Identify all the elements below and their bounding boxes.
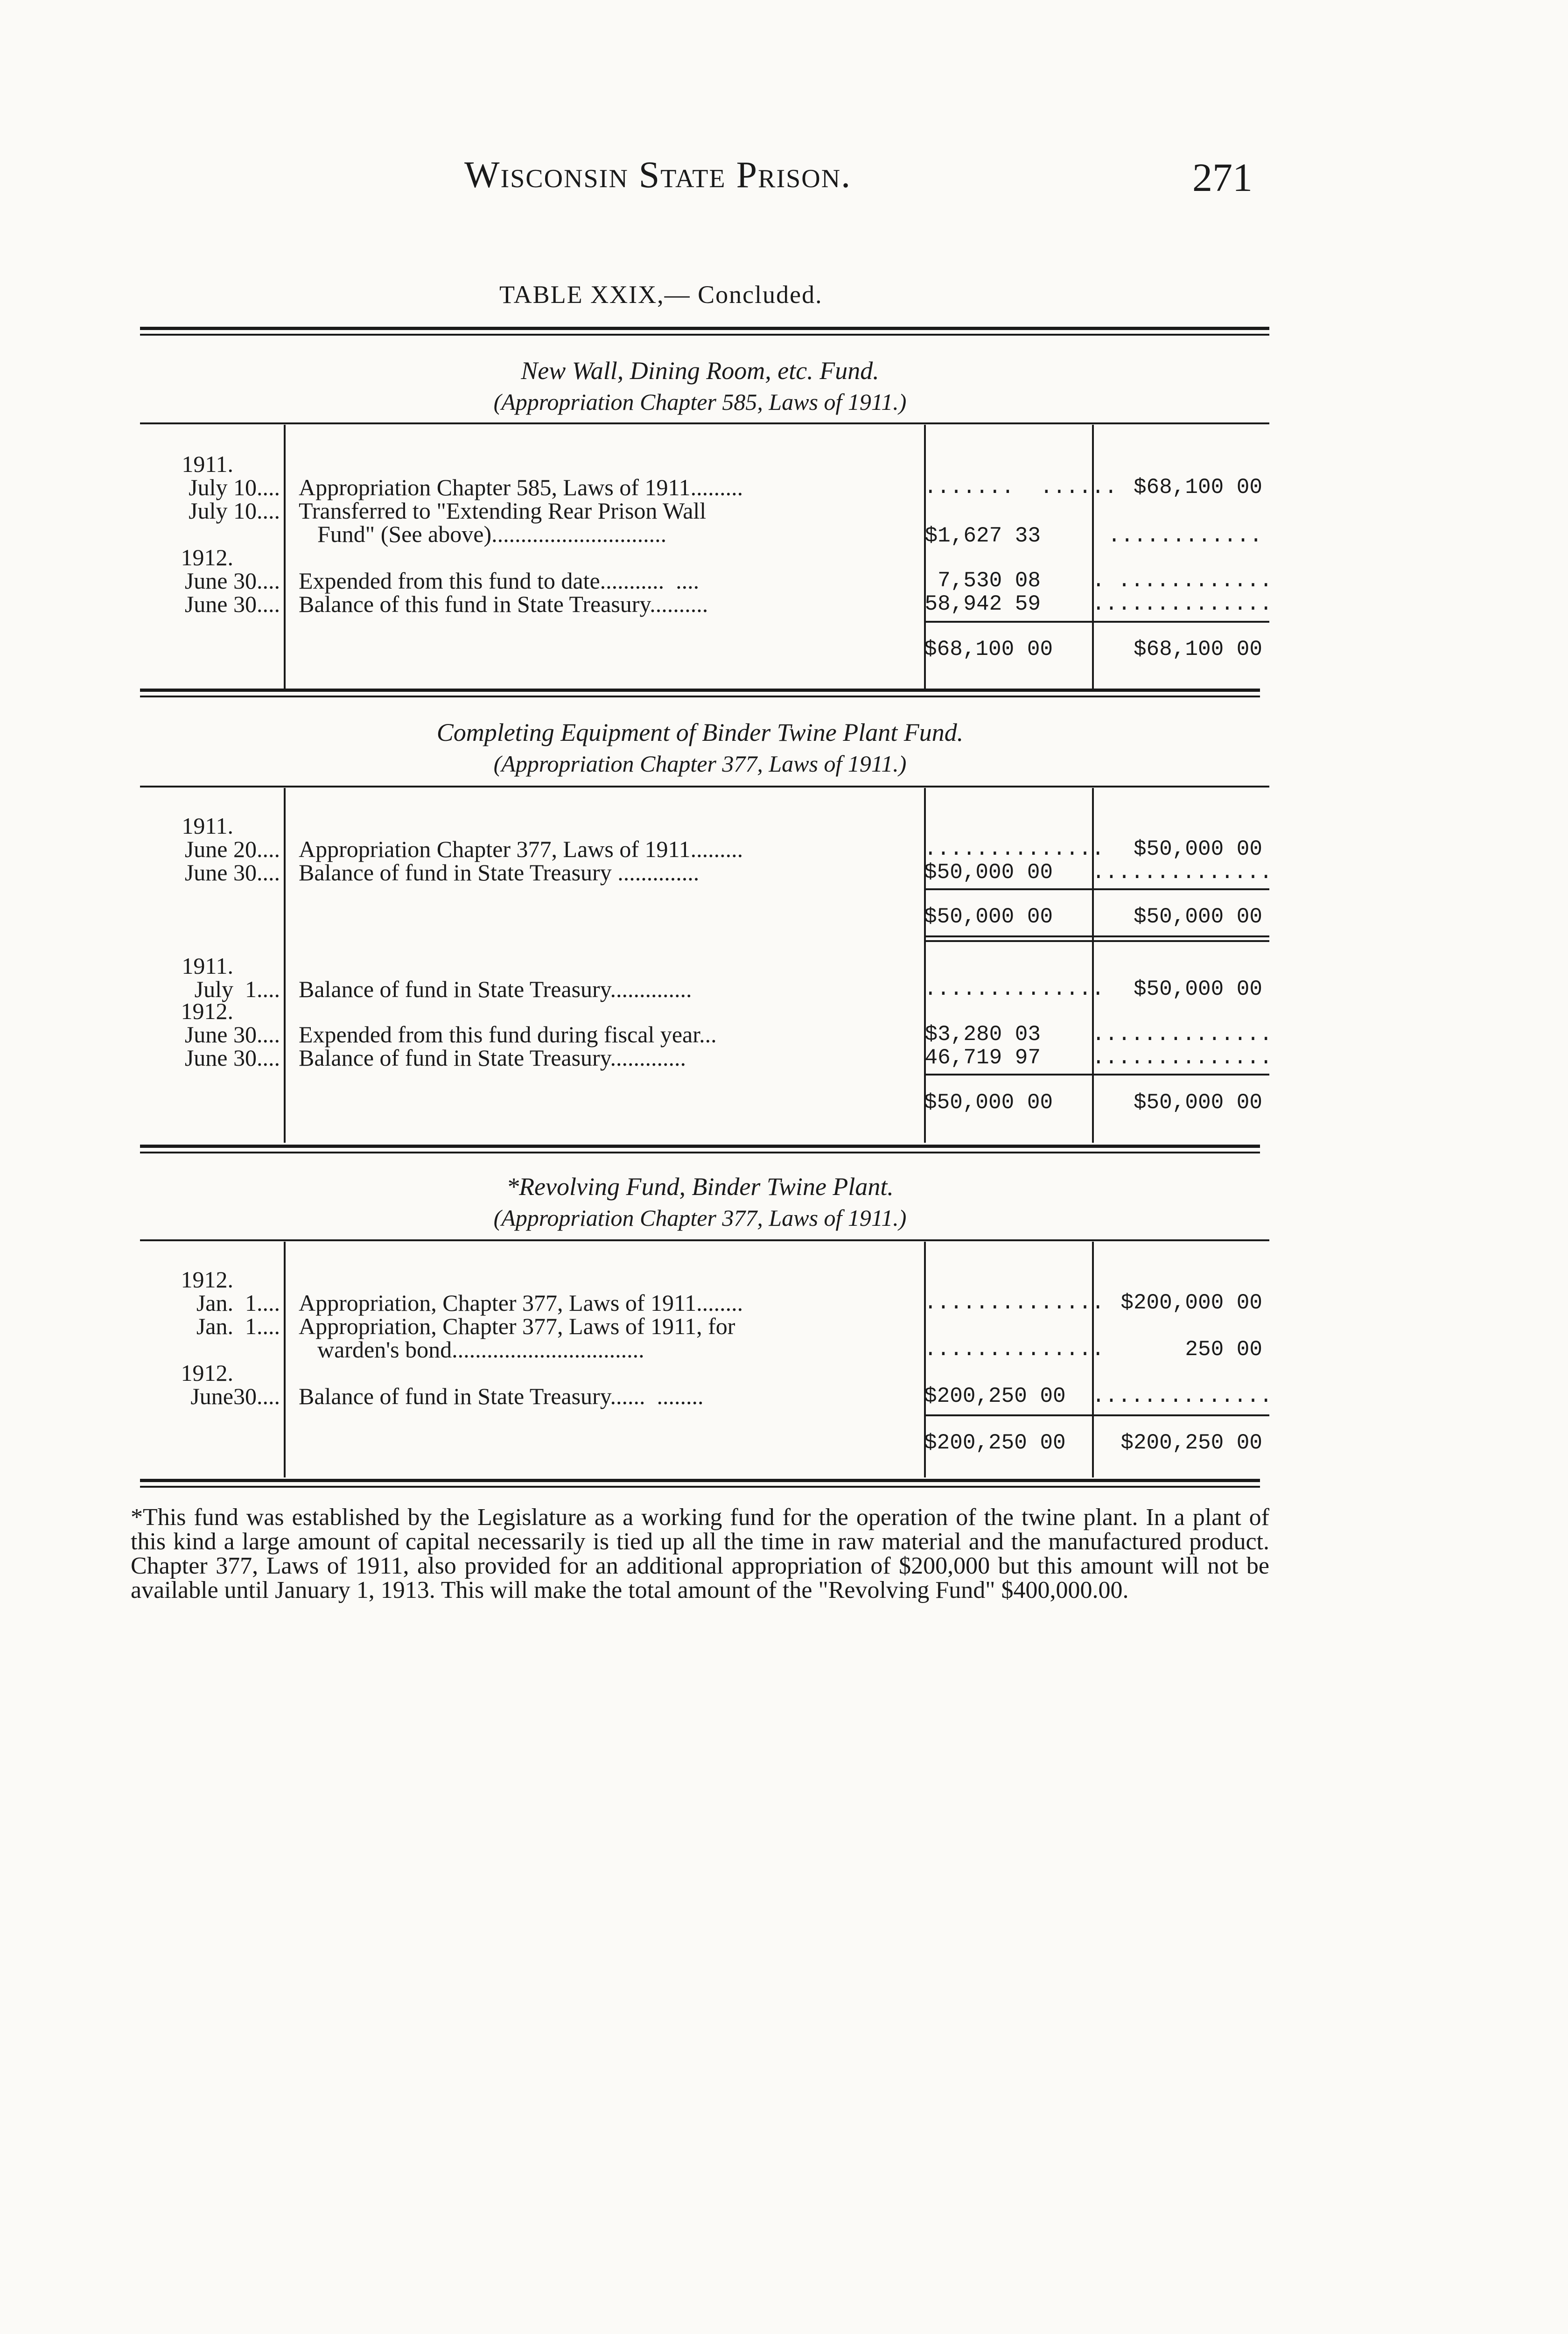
entry-description: Appropriation, Chapter 377, Laws of 1911........ bbox=[299, 1290, 743, 1316]
credit-amount: $200,000 00 bbox=[1120, 1291, 1262, 1315]
total-debit: $50,000 00 bbox=[924, 1090, 1053, 1115]
entry-date: June 30.... bbox=[184, 859, 280, 886]
credit-amount: $50,000 00 bbox=[1133, 977, 1262, 1001]
entry-date: June 20.... bbox=[184, 836, 280, 862]
entry-description: Appropriation Chapter 377, Laws of 1911......... bbox=[299, 836, 743, 862]
debit-amount: $200,250 00 bbox=[924, 1384, 1066, 1408]
entry-description: Transferred to "Extending Rear Prison Wall bbox=[299, 498, 707, 524]
table-title: TABLE XXIX,— Concluded. bbox=[499, 281, 823, 309]
entry-date: Jan. 1.... bbox=[196, 1313, 280, 1339]
fund-title: New Wall, Dining Room, etc. Fund. bbox=[521, 357, 879, 385]
fund-subtitle: (Appropriation Chapter 377, Laws of 1911.) bbox=[493, 751, 907, 777]
fund-section-revolving bbox=[131, 1171, 1269, 1233]
entry-date: July 1.... bbox=[194, 976, 280, 1002]
entry-description: Balance of fund in State Treasury............. bbox=[299, 1045, 686, 1071]
debit-amount: ....... ...... bbox=[924, 475, 1118, 499]
section-rule bbox=[140, 689, 1260, 697]
entry-description: Appropriation Chapter 585, Laws of 1911......... bbox=[299, 474, 743, 500]
fund-title: *Revolving Fund, Binder Twine Plant. bbox=[506, 1173, 894, 1201]
entry-description: Expended from this fund to date........... .... bbox=[299, 568, 700, 594]
debit-amount: $1,627 33 bbox=[924, 524, 1041, 548]
debit-amount: 46,719 97 bbox=[924, 1046, 1041, 1070]
year-label: 1912. bbox=[181, 998, 233, 1024]
total-debit: $68,100 00 bbox=[924, 637, 1053, 661]
fund-section-binder-equipment bbox=[131, 717, 1269, 779]
entry-description-cont: Fund" (See above).............................. bbox=[317, 521, 667, 547]
year-label: 1912. bbox=[181, 544, 233, 570]
total-credit: $50,000 00 bbox=[1133, 905, 1262, 929]
entry-description: Balance of this fund in State Treasury.......... bbox=[299, 591, 708, 617]
header-rule bbox=[140, 422, 1269, 424]
footnote: *This fund was established by the Legislature as a working fund for the operation of the twine plant. In a plant of this kind a large amount of capital necessarily is tied up all the time in raw material and the manufactured product. Chapter 377, Laws of 1911, also provided for an additional appropriation of $200,000 but this amount will not be available until January 1, 1913. This will make the total amount of the "Revolving Fund" $400,000.00. bbox=[131, 1504, 1269, 1603]
total-credit: $200,250 00 bbox=[1120, 1431, 1262, 1455]
ledger-new-wall bbox=[131, 425, 1273, 691]
debit-amount: .............. bbox=[924, 977, 1105, 1001]
page-header bbox=[0, 154, 1568, 224]
year-label: 1911. bbox=[182, 813, 233, 839]
year-label: 1911. bbox=[182, 953, 233, 979]
entry-description: Balance of fund in State Treasury.............. bbox=[299, 976, 692, 1002]
debit-amount: .............. bbox=[924, 1337, 1105, 1362]
entry-description: Expended from this fund during fiscal year... bbox=[299, 1021, 717, 1047]
entry-date: June 30.... bbox=[184, 568, 280, 594]
debit-amount: .............. bbox=[924, 837, 1105, 861]
entry-date: July 10.... bbox=[189, 474, 280, 500]
credit-amount: $68,100 00 bbox=[1133, 475, 1262, 499]
credit-amount: $50,000 00 bbox=[1133, 837, 1262, 861]
credit-amount: . ............ bbox=[1092, 569, 1273, 593]
credit-amount: .............. bbox=[1092, 860, 1273, 885]
year-label: 1911. bbox=[182, 451, 233, 477]
credit-amount: .............. bbox=[1092, 1384, 1273, 1408]
entry-date: June 30.... bbox=[184, 1021, 280, 1047]
debit-amount: .............. bbox=[924, 1291, 1105, 1315]
ledger-binder-equipment bbox=[131, 788, 1273, 1143]
entry-description: Balance of fund in State Treasury...... ........ bbox=[299, 1383, 704, 1409]
entry-date: June 30.... bbox=[184, 591, 280, 617]
debit-amount: 58,942 59 bbox=[924, 592, 1041, 616]
header-rule bbox=[140, 786, 1269, 787]
total-credit: $50,000 00 bbox=[1133, 1090, 1262, 1115]
section-rule bbox=[140, 1145, 1260, 1153]
total-credit: $68,100 00 bbox=[1133, 637, 1262, 661]
entry-date: June 30.... bbox=[184, 1045, 280, 1071]
page-number: 271 bbox=[1192, 155, 1253, 200]
entry-date: June30.... bbox=[190, 1383, 280, 1409]
entry-description: Appropriation, Chapter 377, Laws of 1911, for bbox=[299, 1313, 735, 1339]
entry-description: Balance of fund in State Treasury .............. bbox=[299, 859, 700, 886]
running-title: Wisconsin State Prison. bbox=[464, 155, 852, 196]
fund-section-new-wall bbox=[131, 355, 1269, 417]
credit-amount: .............. bbox=[1092, 1046, 1273, 1070]
total-debit: $50,000 00 bbox=[924, 905, 1053, 929]
credit-amount: .............. bbox=[1092, 1022, 1273, 1047]
debit-amount: 7,530 08 bbox=[938, 569, 1041, 593]
debit-amount: $3,280 03 bbox=[924, 1022, 1041, 1047]
year-label: 1912. bbox=[181, 1360, 233, 1386]
entry-description-cont: warden's bond................................. bbox=[317, 1336, 644, 1363]
ledger-revolving bbox=[131, 1242, 1273, 1477]
header-rule bbox=[140, 1239, 1269, 1241]
section-rule bbox=[140, 327, 1269, 336]
credit-amount: 250 00 bbox=[1185, 1337, 1262, 1362]
debit-amount: $50,000 00 bbox=[924, 860, 1053, 885]
year-label: 1912. bbox=[181, 1266, 233, 1293]
entry-date: Jan. 1.... bbox=[196, 1290, 280, 1316]
total-debit: $200,250 00 bbox=[924, 1431, 1066, 1455]
credit-amount: .............. bbox=[1092, 592, 1273, 616]
section-rule bbox=[140, 1479, 1260, 1488]
fund-subtitle: (Appropriation Chapter 377, Laws of 1911.) bbox=[493, 1205, 907, 1231]
fund-title: Completing Equipment of Binder Twine Plant Fund. bbox=[436, 718, 964, 746]
credit-amount: ............ bbox=[1107, 524, 1262, 548]
entry-date: July 10.... bbox=[189, 498, 280, 524]
fund-subtitle: (Appropriation Chapter 585, Laws of 1911.) bbox=[493, 389, 907, 415]
